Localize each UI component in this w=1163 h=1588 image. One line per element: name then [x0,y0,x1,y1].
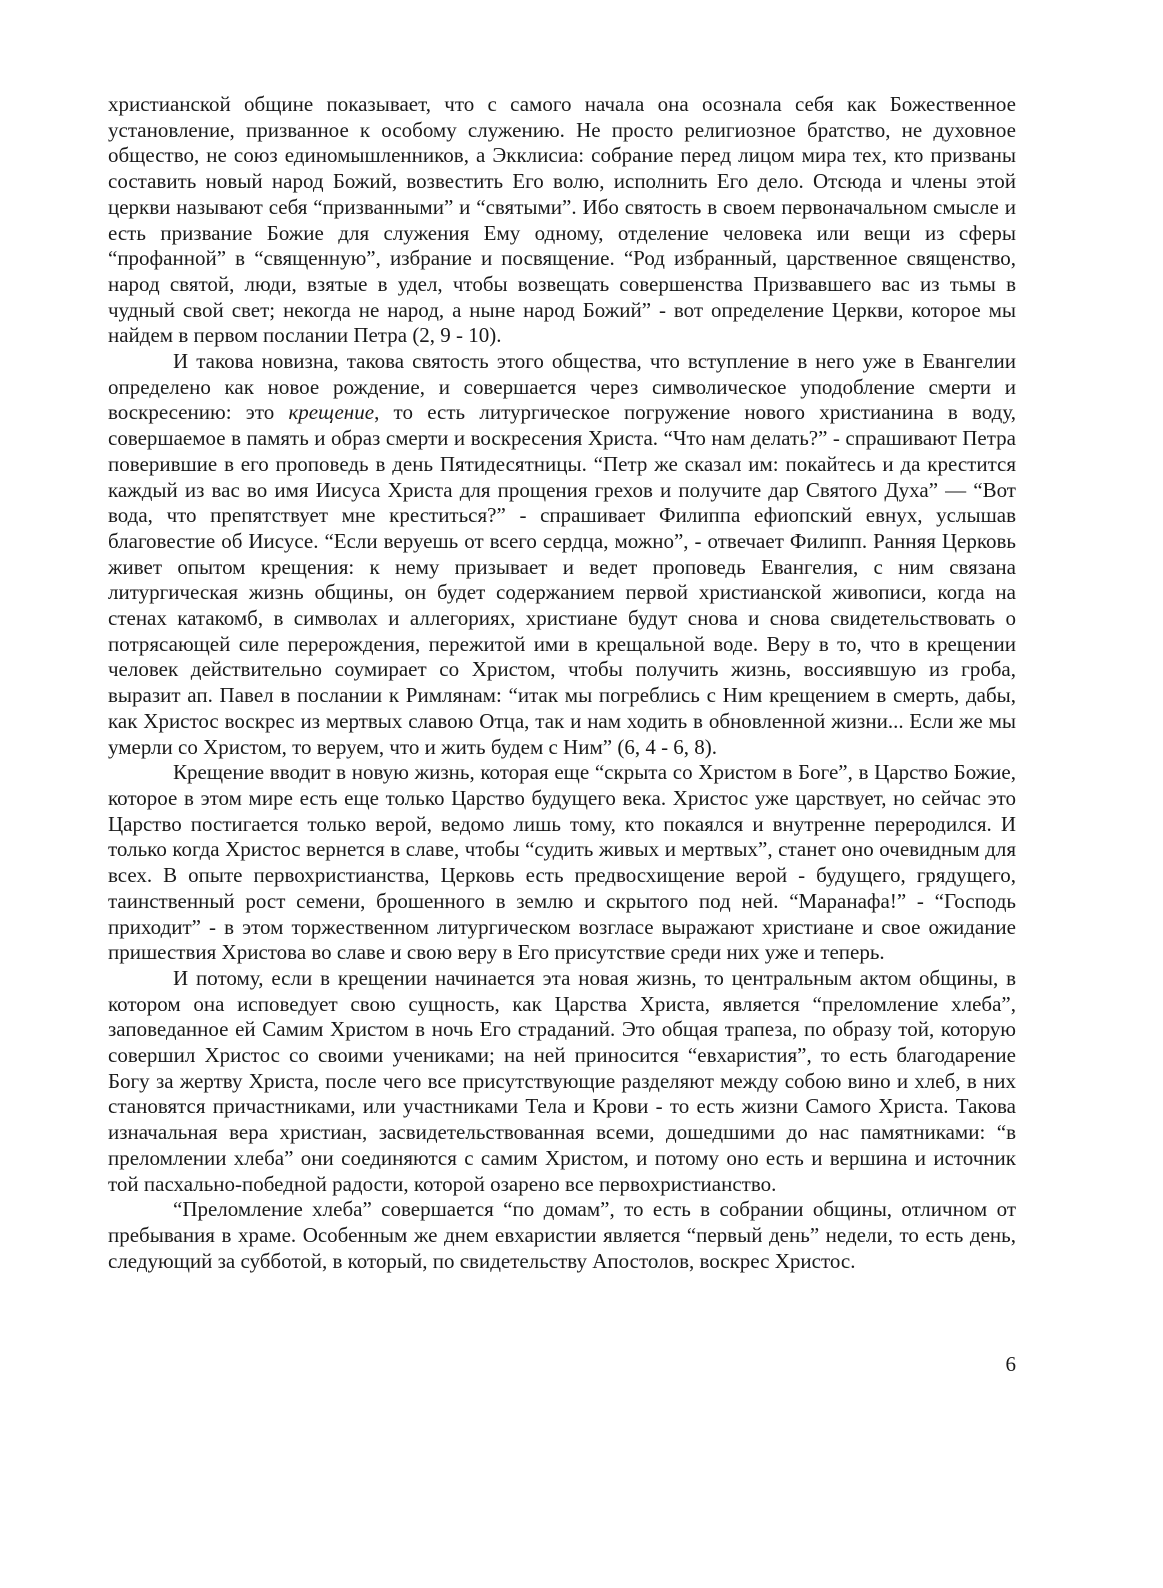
paragraph-5: “Преломление хлеба” совершается “по домам”, то есть в собрании общины, отличном от пребывания в храме. Особенным же днем евхаристии является “первый день” недели, то есть день, следующий за субботой, в который, по свидетельству Апостолов, воскрес Христос. [108,1197,1016,1273]
paragraph-4: И потому, если в крещении начинается эта новая жизнь, то центральным актом общины, в котором она исповедует свою сущность, как Царства Христа, является “преломление хлеба”, заповеданное ей Самим Христом в ночь Его страданий. Это общая трапеза, по образу той, которую совершил Христос со своими учениками; на ней приносится “евхаристия”, то есть благодарение Богу за жертву Христа, после чего все присутствующие разделяют между собою вино и хлеб, в них становятся причастниками, или участниками Тела и Крови - то есть жизни Самого Христа. Такова изначальная вера христиан, засвидетельствованная всеми, дошедшими до нас памятниками: “в преломлении хлеба” они соединяются с самим Христом, и потому оно есть и вершина и источник той пасхально-победной радости, которой озарено все первохристианство. [108,965,1016,1196]
paragraph-2-text-before: И такова новизна, такова святость этого общества, что вступление в него уже в Евангелии определено как новое рождение, и совершается через символическое уподобление смерти и воскресению: это [108,349,1016,425]
emphasis-baptism: крещение [288,400,375,425]
paragraph-1: христианской общине показывает, что с самого начала она осознала себя как Божественное установление, призванное к особому служению. Не просто религиозное братство, не духовное общество, не союз единомышленников, а Экклисиа: собрание перед лицом мира тех, кто призваны составить новый народ Божий, возвестить Его волю, исполнить Его дело. Отсюда и члены этой церкви называют себя “призванными” и “святыми”. Ибо святость в своем первоначальном смысле и есть призвание Божие для служения Ему одному, отделение человека или вещи из сферы “профанной” в “священную”, избрание и посвящение. “Род избранный, царственное священство, народ святой, люди, взятые в удел, чтобы возвещать совершенства Призвавшего вас из тьмы в чудный свой свет; некогда не народ, а ныне народ Божий” - вот определение Церкви, которое мы найдем в первом послании Петра (2, 9 - 10). [108,92,1016,348]
page-number: 6 [1005,1352,1016,1376]
page-body [108,92,1016,1274]
paragraph-3: Крещение вводит в новую жизнь, которая еще “скрыта со Христом в Боге”, в Царство Божие, которое в этом мире есть еще только Царство будущего века. Христос уже царствует, но сейчас это Царство постигается только верой, ведомо лишь тому, кто покаялся и внутренне переродился. И только когда Христос вернется в славе, чтобы “судить живых и мертвых”, станет оно очевидным для всех. В опыте первохристианства, Церковь есть предвосхищение верой - будущего, грядущего, таинственный рост семени, брошенного в землю и скрытого под ней. “Маранафа!” - “Господь приходит” - в этом торжественном литургическом возгласе выражают христиане и свое ожидание пришествия Христова во славе и свою веру в Его присутствие среди них уже и теперь. [108,760,1016,965]
paragraph-2-text-after: , то есть литургическое погружение нового христианина в воду, совершаемое в память и образ смерти и воскресения Христа. “Что нам делать?” - спрашивают Петра поверившие в его проповедь в день Пятидесятницы. “Петр же сказал им: покайтесь и да крестится каждый из вас во имя Иисуса Христа для прощения грехов и получите дар Святого Духа” — “Вот вода, что препятствует мне креститься?” - спрашивает Филиппа ефиопский евнух, услышав благовестие об Иисусе. “Если веруешь от всего сердца, можно”, - отвечает Филипп. Ранняя Церковь живет опытом крещения: к нему призывает и ведет проповедь Евангелия, с ним связана литургическая жизнь общины, он будет содержанием первой христианской живописи, когда на стенах катакомб, в символах и аллегориях, христиане будут снова и снова свидетельствовать о потрясающей силе перерождения, пережитой ими в крещальной воде. Веру в то, что в крещении человек действительно соумирает со Христом, чтобы получить жизнь, воссиявшую из гроба, выразит ап. Павел в послании к Римлянам: “итак мы погреблись с Ним крещением в смерть, дабы, как Христос воскрес из мертвых славою Отца, так и нам ходить в обновленной жизни... Если же мы умерли со Христом, то веруем, что и жить будем с Ним” (6, 4 - 6, 8). [108,400,1016,759]
paragraph-2 [108,349,1016,760]
